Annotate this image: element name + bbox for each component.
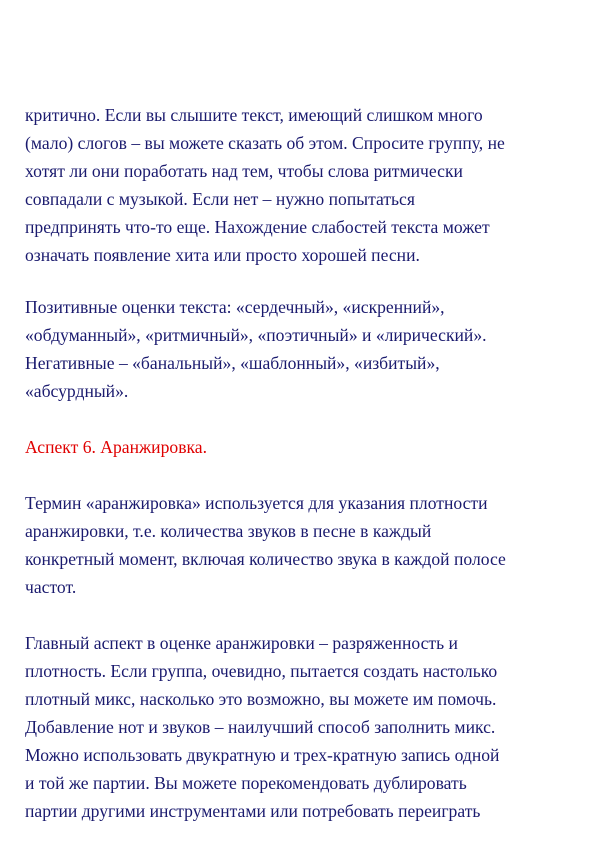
text-line: плотный микс, насколько это возможно, вы можете им помочь. <box>25 689 497 709</box>
text-line: (мало) слогов – вы можете сказать об этом. Спросите группу, не <box>25 133 505 153</box>
text-line: «обдуманный», «ритмичный», «поэтичный» и «лирический». <box>25 325 487 345</box>
text-line: предпринять что-то еще. Нахождение слабостей текста может <box>25 217 490 237</box>
text-line: партии другими инструментами или потребовать переиграть <box>25 801 481 821</box>
paragraph-arrangement-density <box>25 629 499 825</box>
paragraph-arrangement-definition <box>25 489 506 601</box>
text-line: Позитивные оценки текста: «сердечный», «искренний», <box>25 297 445 317</box>
text-line: частот. <box>25 577 77 597</box>
text-line: плотность. Если группа, очевидно, пытается создать настолько <box>25 661 498 681</box>
text-line: совпадали с музыкой. Если нет – нужно попытаться <box>25 189 415 209</box>
text-line: Можно использовать двукратную и трех-кратную запись одной <box>25 745 500 765</box>
text-line: Термин «аранжировка» используется для указания плотности <box>25 493 488 513</box>
text-line: конкретный момент, включая количество звука в каждой полосе <box>25 549 506 569</box>
paragraph-lyrics-ratings <box>25 293 487 405</box>
text-line: «абсурдный». <box>25 381 129 401</box>
text-line: и той же партии. Вы можете порекомендовать дублировать <box>25 773 467 793</box>
text-line: Негативные – «банальный», «шаблонный», «избитый», <box>25 353 440 373</box>
heading-text: Аспект 6. Аранжировка. <box>25 437 207 457</box>
paragraph-lyrics-critique <box>25 101 505 269</box>
text-line: хотят ли они поработать над тем, чтобы слова ритмически <box>25 161 463 181</box>
text-line: Главный аспект в оценке аранжировки – разряженность и <box>25 633 458 653</box>
text-line: означать появление хита или просто хорошей песни. <box>25 245 420 265</box>
section-heading <box>25 433 207 461</box>
text-line: Добавление нот и звуков – наилучший способ заполнить микс. <box>25 717 496 737</box>
text-line: критично. Если вы слышите текст, имеющий слишком много <box>25 105 483 125</box>
text-line: аранжировки, т.е. количества звуков в песне в каждый <box>25 521 432 541</box>
